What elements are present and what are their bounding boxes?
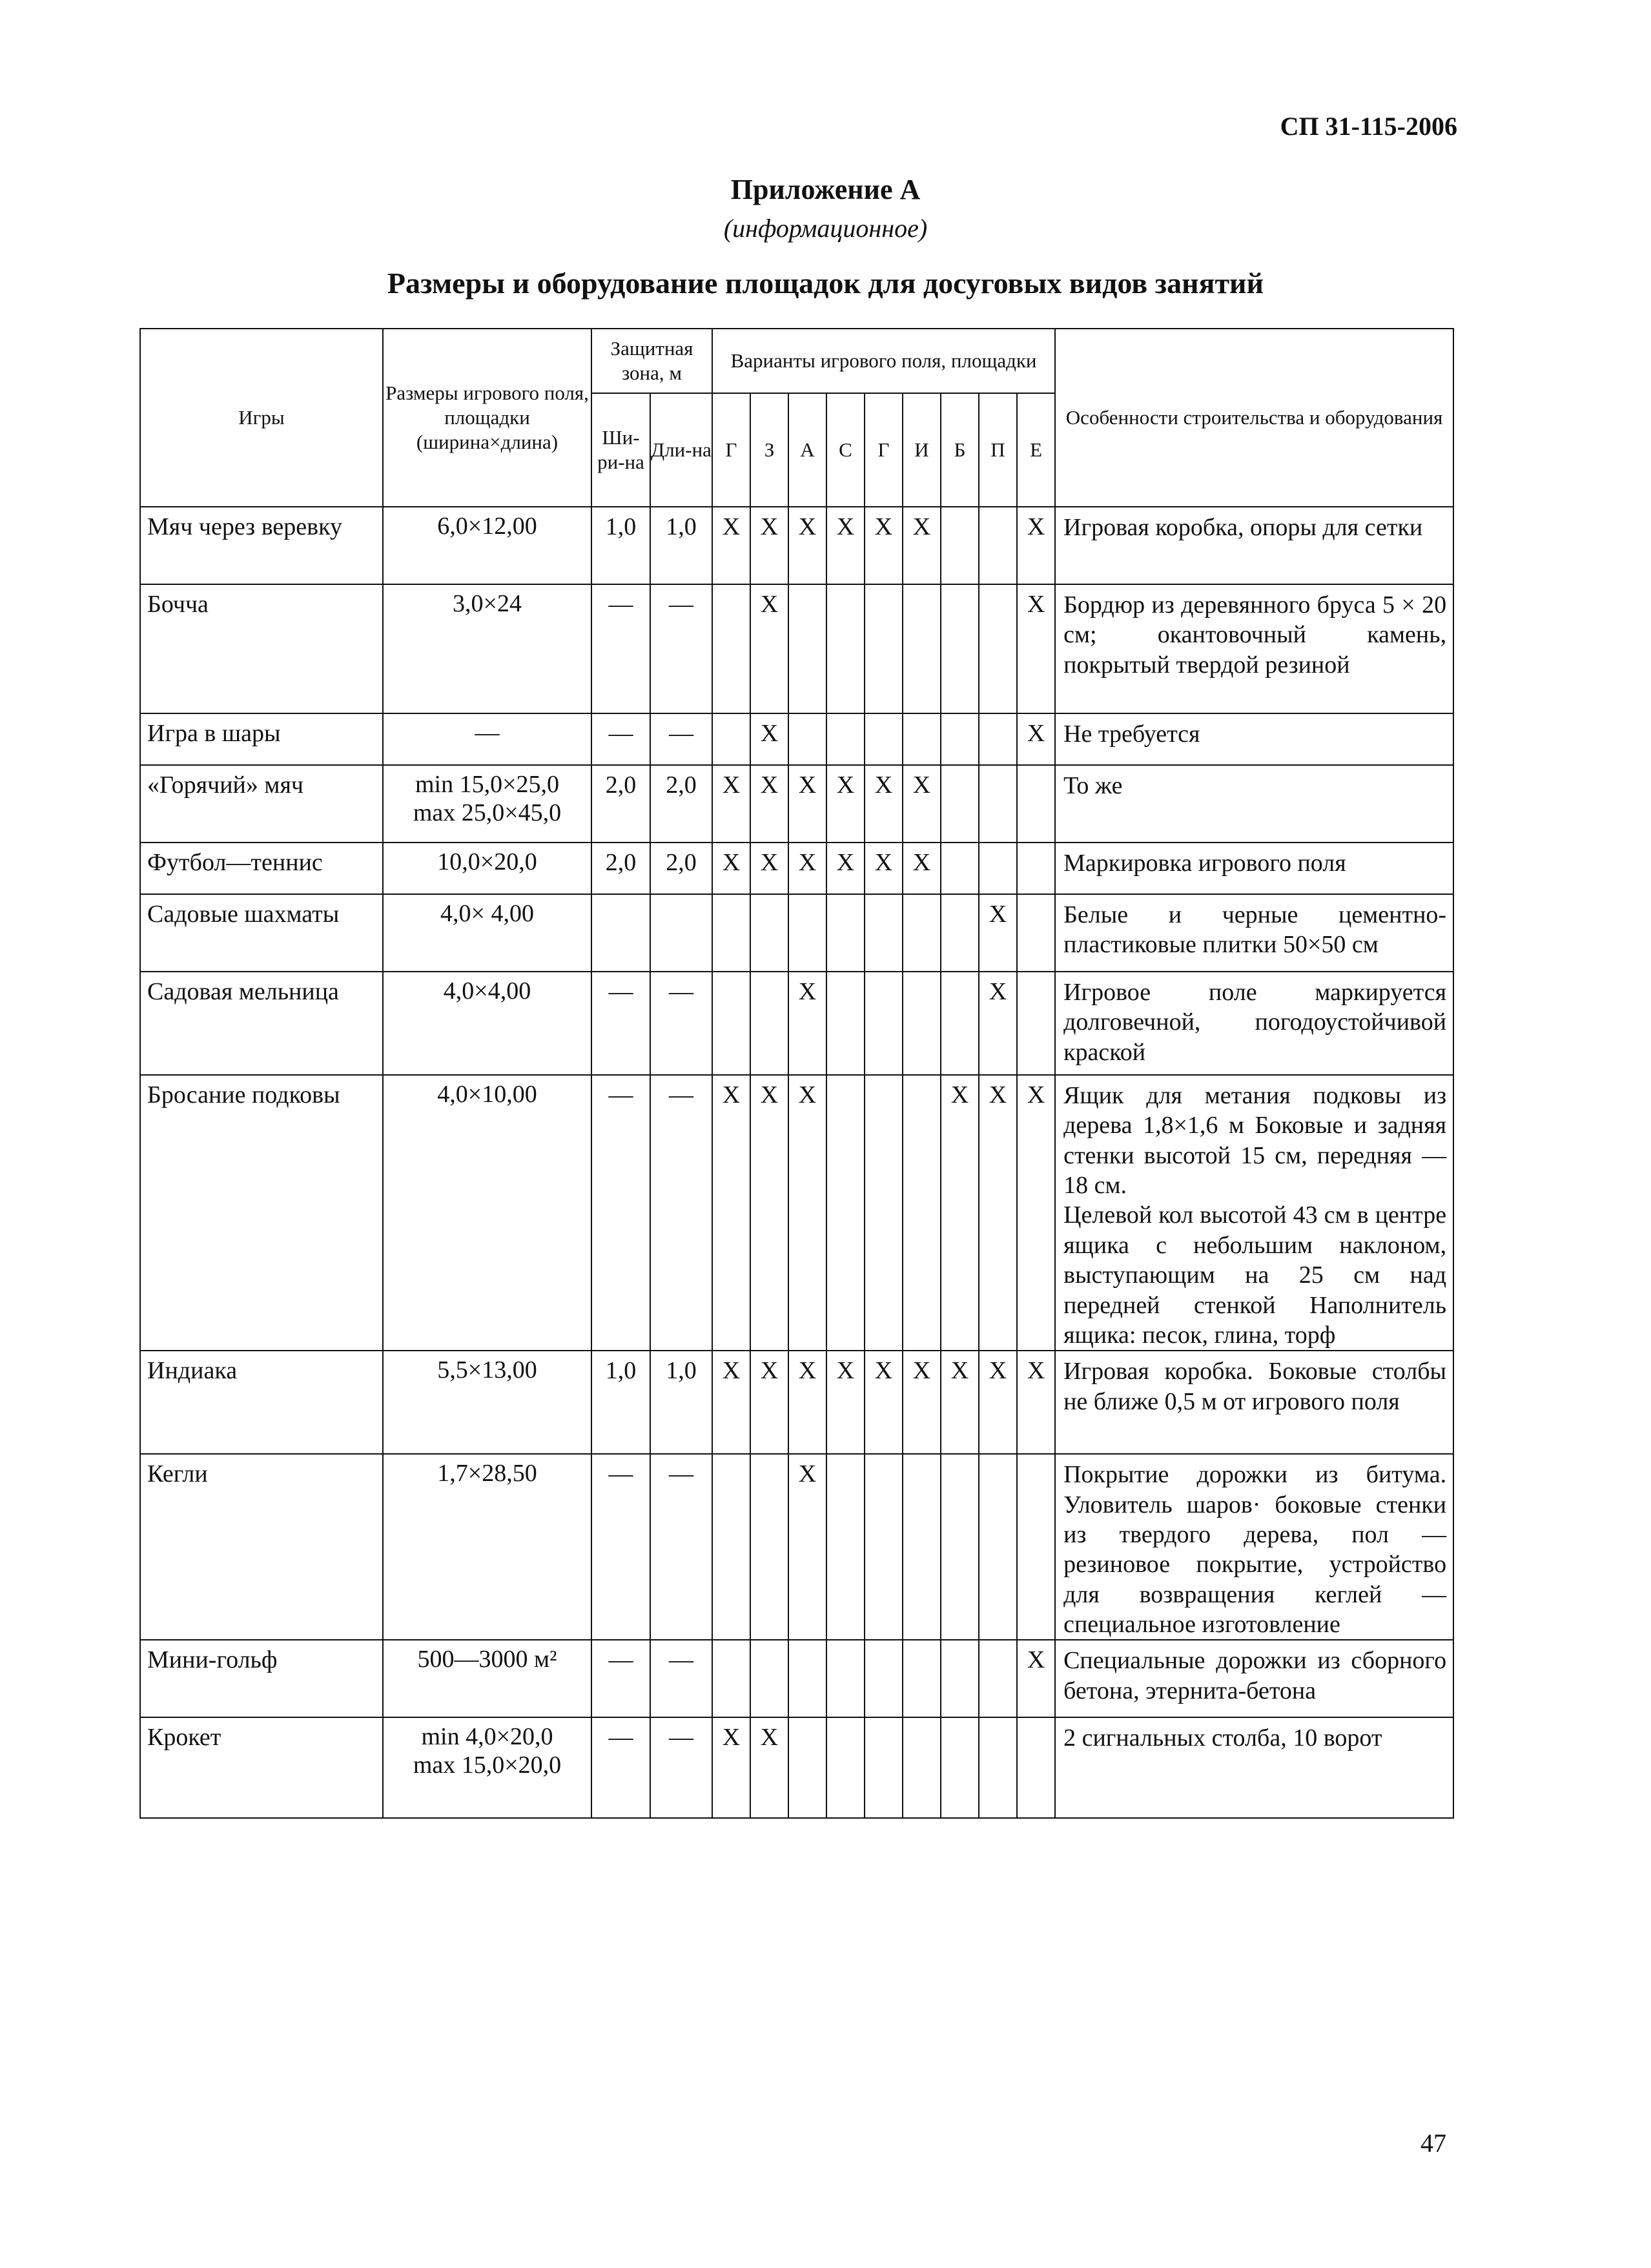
variant-mark: X <box>788 765 826 843</box>
table-row <box>140 1351 1453 1454</box>
zone-width: — <box>591 713 650 765</box>
features-text: Игровая коробка, опоры для сетки <box>1055 507 1453 584</box>
variant-mark <box>1017 972 1055 1075</box>
variant-mark: X <box>750 765 788 843</box>
variant-mark <box>865 713 903 765</box>
variant-mark: X <box>941 1075 979 1351</box>
variant-mark <box>865 1640 903 1717</box>
features-text: Игровая коробка. Боковые столбы не ближе 0,5 м от игрового поля <box>1055 1351 1453 1454</box>
variant-mark <box>865 894 903 972</box>
table-row <box>140 1454 1453 1640</box>
zone-length: 1,0 <box>650 1351 712 1454</box>
variant-mark <box>941 843 979 894</box>
zone-width: 2,0 <box>591 843 650 894</box>
zone-width: 1,0 <box>591 1351 650 1454</box>
zone-length: — <box>650 1075 712 1351</box>
game-name: Кегли <box>140 1454 383 1640</box>
table-row <box>140 1640 1453 1717</box>
features-text: Бордюр из деревянного бруса 5 × 20 см; окантовочный камень, покрытый твердой резиной <box>1055 584 1453 713</box>
header-variant-code: Г <box>865 393 903 507</box>
variant-mark <box>826 894 865 972</box>
variant-mark <box>1017 894 1055 972</box>
header-variant-code: Е <box>1017 393 1055 507</box>
game-name: Мяч через веревку <box>140 507 383 584</box>
variant-mark <box>826 1454 865 1640</box>
variant-mark <box>788 584 826 713</box>
variant-mark <box>865 972 903 1075</box>
variant-mark <box>903 713 941 765</box>
variant-mark <box>788 1717 826 1818</box>
variant-mark: X <box>826 1351 865 1454</box>
variant-mark <box>750 972 788 1075</box>
field-size: 4,0× 4,00 <box>383 894 591 972</box>
header-variant-code: П <box>979 393 1017 507</box>
zone-length: — <box>650 972 712 1075</box>
variant-mark: X <box>750 1075 788 1351</box>
variant-mark: X <box>826 765 865 843</box>
variant-mark: X <box>903 843 941 894</box>
variant-mark: X <box>712 507 750 584</box>
variant-mark: X <box>903 507 941 584</box>
header-zone-length: Дли-на <box>650 393 712 507</box>
variant-mark <box>941 765 979 843</box>
variant-mark <box>712 972 750 1075</box>
field-size: 5,5×13,00 <box>383 1351 591 1454</box>
variant-mark: X <box>788 507 826 584</box>
game-name: Футбол—теннис <box>140 843 383 894</box>
game-name: «Горячий» мяч <box>140 765 383 843</box>
variant-mark: X <box>1017 507 1055 584</box>
variant-mark: X <box>903 765 941 843</box>
header-variant-code: Б <box>941 393 979 507</box>
header-zone-width: Ши-ри-на <box>591 393 650 507</box>
variant-mark: X <box>750 843 788 894</box>
zone-width <box>591 894 650 972</box>
header-variant-code: З <box>750 393 788 507</box>
variant-mark <box>979 584 1017 713</box>
variant-mark <box>979 507 1017 584</box>
zone-length: — <box>650 584 712 713</box>
field-size: 4,0×10,00 <box>383 1075 591 1351</box>
document-code: СП 31-115-2006 <box>1280 112 1457 141</box>
header-size: Размеры игрового поля, площадки (ширина×длина) <box>383 329 591 507</box>
variant-mark: X <box>1017 1640 1055 1717</box>
variant-mark <box>979 765 1017 843</box>
table-row <box>140 972 1453 1075</box>
field-size: — <box>383 713 591 765</box>
variant-mark <box>826 584 865 713</box>
field-size: 500—3000 м² <box>383 1640 591 1717</box>
table-row <box>140 894 1453 972</box>
variant-mark: X <box>1017 584 1055 713</box>
variant-mark: X <box>865 1351 903 1454</box>
variant-mark <box>750 1454 788 1640</box>
variant-mark <box>865 1717 903 1818</box>
variant-mark: X <box>788 972 826 1075</box>
field-size: 10,0×20,0 <box>383 843 591 894</box>
appendix-title: Приложение А <box>730 174 921 205</box>
variant-mark: X <box>865 507 903 584</box>
variant-mark <box>788 1640 826 1717</box>
table-row <box>140 584 1453 713</box>
variant-mark <box>1017 1454 1055 1640</box>
zone-length: 2,0 <box>650 765 712 843</box>
game-name: Крокет <box>140 1717 383 1818</box>
game-name: Бочча <box>140 584 383 713</box>
variant-mark: X <box>1017 1351 1055 1454</box>
variant-mark <box>941 584 979 713</box>
variant-mark <box>903 1454 941 1640</box>
table-row <box>140 1075 1453 1351</box>
header-variant-code: С <box>826 393 865 507</box>
zone-width: — <box>591 1454 650 1640</box>
field-size: 6,0×12,00 <box>383 507 591 584</box>
variant-mark <box>941 1640 979 1717</box>
variant-mark: X <box>750 1351 788 1454</box>
table-row <box>140 507 1453 584</box>
features-text: То же <box>1055 765 1453 843</box>
game-name: Индиака <box>140 1351 383 1454</box>
variant-mark <box>1017 1717 1055 1818</box>
features-text: 2 сигнальных столба, 10 ворот <box>1055 1717 1453 1818</box>
variant-mark <box>865 1075 903 1351</box>
variant-mark <box>826 1075 865 1351</box>
variant-mark <box>826 1717 865 1818</box>
variant-mark <box>941 1717 979 1818</box>
variant-mark <box>712 584 750 713</box>
variant-mark <box>979 1717 1017 1818</box>
variant-mark: X <box>712 1351 750 1454</box>
features-text: Игровое поле маркируется долговечной, погодоустойчивой краской <box>1055 972 1453 1075</box>
zone-length: 2,0 <box>650 843 712 894</box>
features-text: Покрытие дорожки из битума. Уловитель шаров· боковые стенки из твердого дерева, пол — резиновое покрытие, устройство для возвращения кеглей — специальное изготовление <box>1055 1454 1453 1640</box>
variant-mark: X <box>865 765 903 843</box>
variant-mark <box>712 1640 750 1717</box>
header-variants: Варианты игрового поля, площадки <box>712 329 1055 393</box>
variant-mark <box>865 1454 903 1640</box>
features-text: Белые и черные цементно-пластиковые плитки 50×50 см <box>1055 894 1453 972</box>
variant-mark: X <box>750 1717 788 1818</box>
table-title: Размеры и оборудование площадок для досуговых видов занятий <box>387 267 1264 300</box>
variant-mark: X <box>750 584 788 713</box>
zone-width: — <box>591 972 650 1075</box>
variant-mark <box>903 972 941 1075</box>
variant-mark <box>941 713 979 765</box>
variant-mark <box>750 1640 788 1717</box>
variant-mark <box>903 1075 941 1351</box>
variant-mark: X <box>788 1454 826 1640</box>
variant-mark: X <box>750 713 788 765</box>
variant-mark <box>903 894 941 972</box>
variant-mark: X <box>865 843 903 894</box>
zone-length: — <box>650 1717 712 1818</box>
variant-mark <box>1017 765 1055 843</box>
features-text: Ящик для метания подковы из дерева 1,8×1,6 м Боковые и задняя стенки высотой 15 см, передняя — 18 см. Целевой кол высотой 43 см в центре ящика с небольшим наклоном, выступающим на 25 см над передней стенкой Наполнитель ящика: песок, глина, торф <box>1055 1075 1453 1351</box>
variant-mark <box>941 972 979 1075</box>
features-text: Специальные дорожки из сборного бетона, этернита-бетона <box>1055 1640 1453 1717</box>
variant-mark: X <box>826 507 865 584</box>
variant-mark <box>826 713 865 765</box>
zone-width: — <box>591 1717 650 1818</box>
variant-mark: X <box>1017 713 1055 765</box>
variant-mark: X <box>903 1351 941 1454</box>
variant-mark <box>712 894 750 972</box>
header-variant-code: А <box>788 393 826 507</box>
variant-mark <box>1017 843 1055 894</box>
zone-length <box>650 894 712 972</box>
field-size: min 15,0×25,0 max 25,0×45,0 <box>383 765 591 843</box>
table-row <box>140 843 1453 894</box>
equipment-table <box>139 328 1454 1819</box>
variant-mark <box>941 507 979 584</box>
variant-mark <box>941 894 979 972</box>
zone-length: — <box>650 1640 712 1717</box>
features-text: Не требуется <box>1055 713 1453 765</box>
variant-mark: X <box>979 972 1017 1075</box>
variant-mark <box>941 1454 979 1640</box>
zone-length: — <box>650 713 712 765</box>
variant-mark <box>979 713 1017 765</box>
field-size: 4,0×4,00 <box>383 972 591 1075</box>
variant-mark: X <box>712 1075 750 1351</box>
zone-width: 2,0 <box>591 765 650 843</box>
header-variant-code: И <box>903 393 941 507</box>
variant-mark <box>788 894 826 972</box>
variant-mark <box>712 1454 750 1640</box>
variant-mark: X <box>788 1351 826 1454</box>
page-number: 47 <box>1420 2129 1446 2158</box>
header-variant-code: Г <box>712 393 750 507</box>
variant-mark <box>712 713 750 765</box>
variant-mark <box>903 1640 941 1717</box>
variant-mark <box>979 1640 1017 1717</box>
variant-mark <box>826 1640 865 1717</box>
variant-mark: X <box>750 507 788 584</box>
header-games: Игры <box>140 329 383 507</box>
zone-length: 1,0 <box>650 507 712 584</box>
variant-mark: X <box>788 843 826 894</box>
game-name: Садовые шахматы <box>140 894 383 972</box>
table-row <box>140 713 1453 765</box>
header-protective-zone: Защитная зона, м <box>591 329 712 393</box>
zone-length: — <box>650 1454 712 1640</box>
appendix-subtitle: (информационное) <box>723 214 928 243</box>
game-name: Бросание подковы <box>140 1075 383 1351</box>
variant-mark <box>826 972 865 1075</box>
variant-mark <box>979 843 1017 894</box>
game-name: Мини-гольф <box>140 1640 383 1717</box>
variant-mark: X <box>979 1351 1017 1454</box>
variant-mark: X <box>941 1351 979 1454</box>
zone-width: — <box>591 584 650 713</box>
game-name: Садовая мельница <box>140 972 383 1075</box>
variant-mark: X <box>979 894 1017 972</box>
variant-mark <box>903 584 941 713</box>
variant-mark: X <box>788 1075 826 1351</box>
zone-width: 1,0 <box>591 507 650 584</box>
variant-mark: X <box>1017 1075 1055 1351</box>
field-size: 1,7×28,50 <box>383 1454 591 1640</box>
variant-mark: X <box>712 843 750 894</box>
variant-mark <box>750 894 788 972</box>
variant-mark: X <box>712 765 750 843</box>
variant-mark: X <box>826 843 865 894</box>
variant-mark: X <box>979 1075 1017 1351</box>
zone-width: — <box>591 1640 650 1717</box>
features-text: Маркировка игрового поля <box>1055 843 1453 894</box>
variant-mark <box>865 584 903 713</box>
variant-mark: X <box>712 1717 750 1818</box>
table-row <box>140 765 1453 843</box>
field-size: 3,0×24 <box>383 584 591 713</box>
table-row <box>140 1717 1453 1818</box>
header-features: Особенности строительства и оборудования <box>1055 329 1453 507</box>
zone-width: — <box>591 1075 650 1351</box>
variant-mark <box>979 1454 1017 1640</box>
game-name: Игра в шары <box>140 713 383 765</box>
variant-mark <box>788 713 826 765</box>
variant-mark <box>903 1717 941 1818</box>
field-size: min 4,0×20,0 max 15,0×20,0 <box>383 1717 591 1818</box>
